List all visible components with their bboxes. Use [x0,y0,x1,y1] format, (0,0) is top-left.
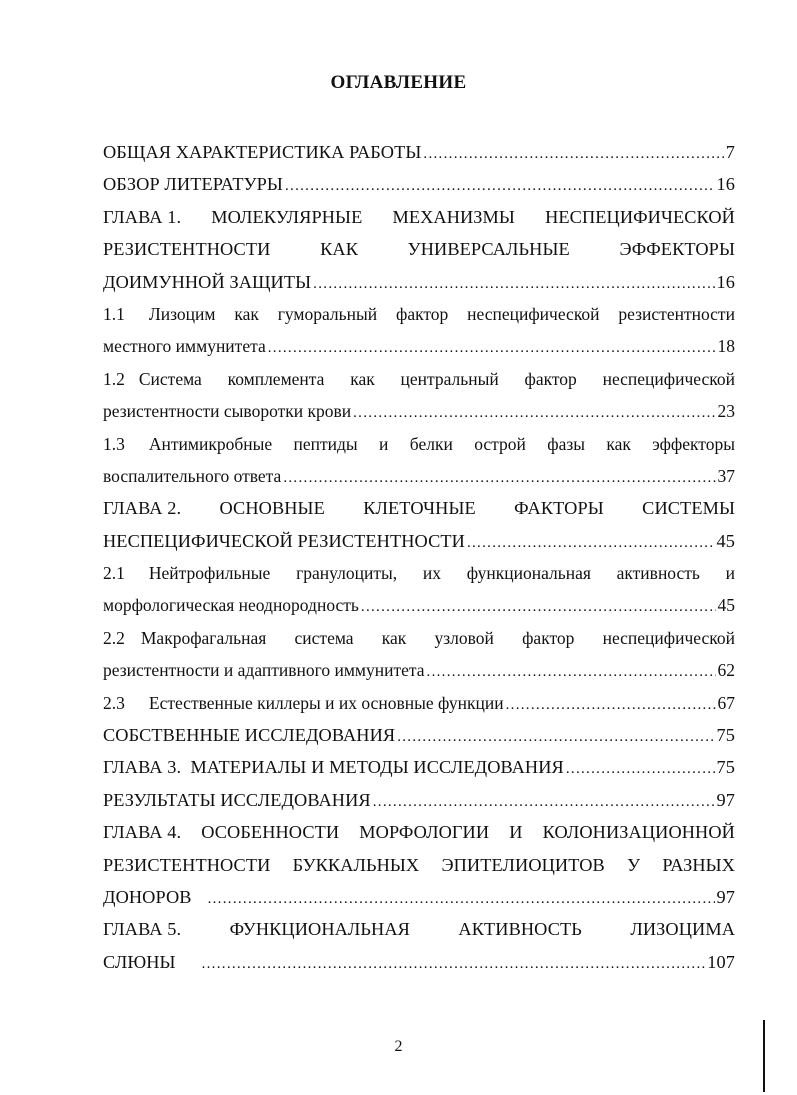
word: функциональная [466,563,591,584]
word: гуморальный [277,303,378,324]
word: КАК [320,239,358,260]
toc-entry-title: НЕСПЕЦИФИЧЕСКОЙ РЕЗИСТЕНТНОСТИ [103,530,465,551]
page-number: 2 [394,1038,403,1055]
toc-entry-page: 97 [716,789,735,810]
word: ОСОБЕННОСТИ [201,822,340,843]
toc-entry-title: местного иммунитета [103,336,266,357]
word: неспецифической [602,368,735,389]
dot-leader [208,883,715,915]
word: ЭПИТЕЛИОЦИТОВ [441,854,605,875]
dot-leader [566,753,715,785]
toc-entry-title: резистентности и адаптивного иммунитета [103,660,425,681]
toc-entry-page: 67 [717,692,735,713]
toc-entry-title: ГЛАВА 3. МАТЕРИАЛЫ И МЕТОДЫ ИССЛЕДОВАНИЯ [103,757,564,778]
word: ФАКТОРЫ [514,498,604,519]
toc-entry-chapter-2[interactable] [103,492,735,557]
dot-leader [285,170,715,202]
word: активность [616,563,700,584]
toc-entry-line [103,816,735,848]
word: как [350,368,375,389]
toc-entry-page: 45 [717,595,735,616]
toc-entry-literature-review[interactable] [103,168,735,200]
word: МЕХАНИЗМЫ [392,206,515,227]
dot-leader [202,948,706,980]
word: фактор [524,368,577,389]
toc-entry-1-3[interactable] [103,428,735,493]
page-title: ОГЛАВЛЕНИЕ [330,72,467,93]
word: фактор [522,627,575,648]
toc-entry-chapter-5[interactable] [103,913,735,978]
toc-entry-line [103,492,735,524]
toc-entry-page: 75 [716,725,735,746]
word: система [294,627,354,648]
toc-entry-chapter-1[interactable] [103,201,735,298]
word: КОЛОНИЗАЦИОННОЙ [542,822,735,843]
word: ОСНОВНЫЕ [219,498,325,519]
toc-entry-line [103,233,735,265]
toc-entry-page: 37 [717,465,735,486]
word: РЕЗИСТЕНТНОСТИ [103,239,271,260]
toc-entry-page: 75 [716,757,735,778]
toc-entry-2-2[interactable] [103,622,735,687]
toc-entry-research-results[interactable] [103,784,735,816]
toc-entry-page: 18 [717,336,735,357]
toc-entry-2-1[interactable] [103,557,735,622]
word: комплемента [227,368,325,389]
toc-entry-title: ДОИМУННОЙ ЗАЩИТЫ [103,271,312,292]
word: БУККАЛЬНЫХ [292,854,420,875]
dot-leader [427,656,716,688]
toc-entry-title: резистентности сыворотки крови [103,401,352,422]
word: неспецифической [467,303,600,324]
toc-entry-title: СЛЮНЫ [103,951,176,972]
word: фактор [395,303,449,324]
toc-entry-general-characteristics[interactable] [103,136,735,168]
word: белки [409,433,453,454]
word: Антимикробные [148,433,273,454]
toc-entry-2-3[interactable] [103,687,735,719]
word: РЕЗИСТЕНТНОСТИ [103,854,271,875]
word: МОЛЕКУЛЯРНЫЕ [211,206,363,227]
word: неспецифической [602,627,735,648]
toc-entry-title: воспалительного ответа [103,465,282,486]
toc-entry-page: 45 [716,530,735,551]
section-number: 1.2 [103,368,125,389]
word: острой [474,433,526,454]
dot-leader [353,397,715,429]
section-number: 1.3 [103,433,125,454]
dot-leader [506,689,716,721]
toc-entry-1-1[interactable] [103,298,735,363]
margin-line [763,1020,765,1092]
word: резистентности [618,303,735,324]
word: гранулоциты, [296,563,398,584]
word: Нейтрофильные [148,563,271,584]
dot-leader [268,332,716,364]
toc-entry-title: ОБЩАЯ ХАРАКТЕРИСТИКА РАБОТЫ [103,142,422,162]
word: У [627,854,641,875]
word: Система [138,368,202,389]
dot-leader [361,591,716,623]
toc-entry-line [103,849,735,881]
toc-entry-title: СОБСТВЕННЫЕ ИССЛЕДОВАНИЯ [103,725,396,746]
toc-entry-1-2[interactable] [103,363,735,428]
toc-entry-page: 16 [716,174,735,195]
toc-entry-title: ОБЗОР ЛИТЕРАТУРЫ [103,174,283,195]
word: и [725,563,735,584]
word: ГЛАВА 5. [103,919,182,940]
word: как [606,433,631,454]
table-of-contents [103,136,735,978]
word: эффекторы [652,433,735,454]
word: как [234,303,259,324]
word: Макрофагальная [140,627,267,648]
dot-leader [423,138,723,170]
word: и [379,433,389,454]
dot-leader [373,786,715,818]
word: ГЛАВА 2. [103,498,182,519]
word: центральный [400,368,499,389]
word: МОРФОЛОГИИ [359,822,490,843]
word: ЛИЗОЦИМА [630,919,735,940]
word: РАЗНЫХ [662,854,735,875]
word: как [381,627,407,648]
toc-entry-title: морфологическая неоднородность [103,595,359,616]
word: КЛЕТОЧНЫЕ [363,498,476,519]
toc-entry-page: 23 [717,401,735,422]
word: фазы [547,433,586,454]
toc-entry-chapter-4[interactable] [103,816,735,913]
section-number: 2.2 [103,627,125,648]
section-number: 1.1 [103,303,125,324]
toc-entry-page: 97 [716,886,735,907]
toc-entry-chapter-3[interactable] [103,751,735,783]
dot-leader [397,721,714,753]
dot-leader [467,527,715,559]
word: И [509,822,523,843]
word: ГЛАВА 4. [103,822,182,843]
word: ГЛАВА 1. [103,206,182,227]
toc-entry-page: 62 [717,660,735,681]
word: НЕСПЕЦИФИЧЕСКОЙ [545,206,735,227]
toc-entry-own-research[interactable] [103,719,735,751]
word: Лизоцим [148,303,216,324]
toc-entry-page: 16 [716,271,735,292]
toc-entry-page: 7 [725,142,735,162]
word: пептиды [293,433,358,454]
toc-entry-title: РЕЗУЛЬТАТЫ ИССЛЕДОВАНИЯ [103,789,371,810]
word: СИСТЕМЫ [642,498,735,519]
section-number: 2.3 [103,692,125,713]
dot-leader [313,268,714,300]
toc-entry-line [103,913,735,945]
dot-leader [283,462,715,494]
word: ЭФФЕКТОРЫ [619,239,735,260]
toc-entry-page: 107 [707,951,735,972]
section-number: 2.1 [103,563,125,584]
toc-entry-title: Естественные киллеры и их основные функции [148,692,504,713]
word: узловой [434,627,494,648]
toc-entry-title: ДОНОРОВ [103,886,192,907]
toc-entry-line [103,201,735,233]
word: их [422,563,441,584]
word: УНИВЕРСАЛЬНЫЕ [407,239,570,260]
word: ФУНКЦИОНАЛЬНАЯ [229,919,410,940]
word: АКТИВНОСТЬ [458,919,582,940]
